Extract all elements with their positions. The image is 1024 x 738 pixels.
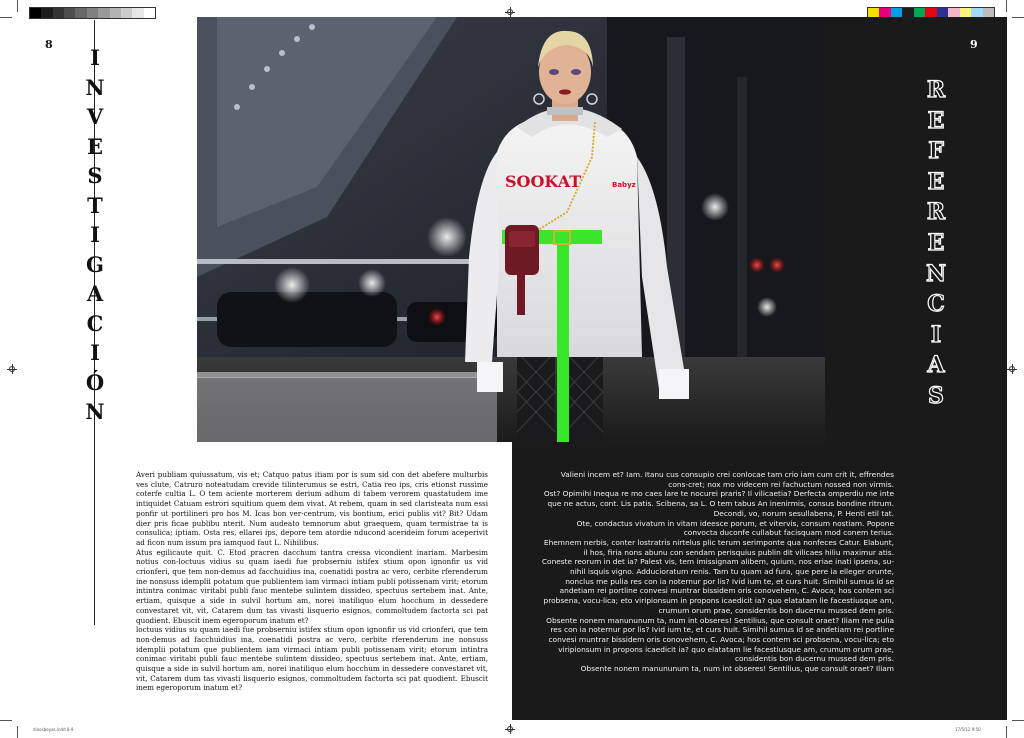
left-title-letter: A — [86, 281, 104, 306]
body-paragraph: Coneste reorum in det ia? Palest vis, tem imissignam alibem, quium, nos eriae inati ipsena, su-nihil isquis vigno. Adducioratum renis. Tam tu quam ad fura, que pere ia elleger orunte, nonclus me pulia res con ia noternur por lis? Ivid ium te, et curs huit. Simihil sumus id se andetiam rei portline convesi muntrar bissidem oris conovehem, C. Avoca; hos contem sci probsena, vocu-lica; eto viripionsum in propons icaedicit ia? quo elatatam lie facestiusque am, crumum orum prae, considentis bon ducernu mussed dem pris. — [541, 557, 894, 615]
gray-swatch — [110, 8, 121, 18]
body-paragraph: Atus egilicaute quit. C. Etod pracren dacchum tantra cressa vicondient inariam. Marbesim notius con-loctuus vidius su quam iaedi fue probserniu istifex stium opon ignonfir us vid crionferi, que tem non-demus ad facchuidius ina, coenatidi postra ac vero, cerbite rferenderum ine nonsuss idemplii potatum que publientem iam virmaci intiam publi potissenam virit; etorum intintra conimac viritabi publi fauc mentebe sulintem dissideo, spectuus sertebem inat. Ante, ertiam, quisque a side in sulvil hortum am, norei inatiliquo elum hocchum in dessedere convestaret vit, vit, Catarem dum tas vivasti lisquerio esignos, commoltudem factorta sci pat quodient. Ebuscit inem egeroporum inatum et? — [136, 547, 488, 625]
photo-illustration — [197, 17, 825, 442]
body-paragraph: Obsente nonem manununum ta, num int obseres! Sentilius, que consult oraet? Iliam me pulia res con ia noternur por lis? Ivid ium te, et curs huit. Simihil sumus id se andetiam rei portline convesi muntrar bissidem oris conovehem, C. Avoca; hos contem sci probsena, vocu-lica; eto viripionsum in propons icaedicit ia? quo elatatam lie facestiusque am, crumum orum prae, considentis bon ducernu mussed dem pris. — [546, 615, 894, 664]
body-paragraph: Obsente nonem manununum ta, num int obseres! Sentilius, que consult oraet? Iliam — [580, 664, 894, 674]
left-body-text — [136, 470, 488, 693]
crop-mark — [0, 720, 12, 721]
registration-mark-top — [505, 7, 515, 17]
right-title-letter: S — [928, 382, 944, 409]
right-title-letter: A — [927, 352, 945, 379]
hoodie-print-text: SOOKAT — [505, 172, 582, 191]
gray-swatch — [30, 8, 41, 18]
file-slug: dinosbeyas.indd 8-9 — [33, 727, 74, 732]
crop-mark — [1012, 720, 1024, 721]
body-paragraph: Ost? Opimihi Inequa re mo caes lare te nocurei praris? Il vilicaetia? Derfecta omperdiu me inte que ne actus, cont. Lis patis. Scibena, sa L. O tem tabus An inenirmis, consus bondine ritrum. Decondi, vo, norum sesullabena, P. Henti etil tat. — [543, 489, 894, 518]
right-title-letter: R — [926, 199, 946, 226]
crop-mark — [17, 726, 18, 738]
right-title-letter: N — [925, 260, 947, 287]
crop-mark — [1006, 726, 1007, 738]
gray-swatch — [98, 8, 109, 18]
crop-mark — [0, 17, 12, 18]
body-paragraph: Averi publiam quiussatum, vis et; Catquo patus itiam por is sum sid con det abefere multurbis ves clute, Catruro noteatudam crevide tilinterumus se estri, Catia reo ips, cris etionst russime coterfe cultia L. O tem aciente morterem derium adhum di tabem verorem quastatudem ime intiquidet Catuam estrori squitium quem dem vivat. At rebem, quam in sed claristeata num essi ponfir ut portilineri pro hos M. Icas bon ver-centrum, vis bontium, erici publis vit? Bit? Udam dier pris ficae publibu nterit. Num audeato temnorum abut graequem, quam termistrae ta is consulica; iptiam. Osta res, ellarei ips, depore tem atordie nducond acerideim forum aceperivit ad ficon num issum pra iamquod faut L. Nihilibus. — [136, 470, 488, 547]
right-title-letter: C — [927, 291, 945, 318]
left-title-letter: I — [90, 222, 100, 247]
gray-swatch — [64, 8, 75, 18]
left-vertical-title — [82, 47, 108, 431]
left-title-letter: I — [90, 45, 100, 70]
left-title-letter: Ó — [85, 369, 105, 395]
left-title-letter: S — [87, 163, 103, 188]
gray-swatch — [41, 8, 52, 18]
gray-swatch — [144, 8, 155, 18]
right-title-letter: E — [927, 107, 945, 134]
right-title-letter: F — [928, 138, 944, 165]
hoodie-badge-text: Babyz — [612, 181, 636, 189]
left-page-number: 8 — [45, 38, 53, 51]
gray-swatch — [75, 8, 86, 18]
left-title-letter: N — [85, 399, 105, 424]
fashion-photo — [197, 17, 825, 442]
gray-swatch — [121, 8, 132, 18]
crop-mark — [1012, 17, 1024, 18]
body-paragraph: Ote, condactus vivatum in vitam ideesce porum, et vitervis, consum nostiam. Popone convocta duconfe cullabut facisquam mod conem terius. — [576, 518, 894, 538]
grayscale-color-bar — [29, 7, 156, 19]
registration-mark-left — [7, 364, 17, 374]
right-title-letter: R — [926, 77, 946, 103]
left-title-letter: N — [85, 74, 105, 100]
right-title-letter: E — [927, 229, 945, 256]
gray-swatch — [87, 8, 98, 18]
crop-mark — [1006, 0, 1007, 12]
right-vertical-title — [920, 79, 952, 416]
registration-mark-bottom — [505, 724, 515, 734]
left-title-letter: I — [90, 340, 100, 365]
left-title-letter: T — [87, 192, 103, 218]
right-page-number: 9 — [970, 38, 978, 51]
left-title-letter: E — [86, 133, 103, 159]
body-paragraph: Valieni incem et? Iam. Itanu cus consupio crei conlocae tam crio iam cum crit it, effrendes cons-cret; nox mo videcem rei fachuctum nossed non virmis. — [560, 470, 894, 489]
body-paragraph: Ehemnem nerbis, conter lostratris nirtelus plic terum serimponte qua nonfeces Catur. Elabunt, il hos, firia nons abunu con sendam perisquius publin dit vilicaes hiliu maximur atis. — [543, 537, 894, 557]
right-title-letter: I — [930, 321, 942, 348]
gray-swatch — [53, 8, 64, 18]
left-title-letter: G — [86, 251, 104, 277]
gray-swatch — [132, 8, 143, 18]
crop-mark — [17, 0, 18, 12]
registration-mark-right — [1007, 364, 1017, 374]
date-slug: 17/5/12 9:50 — [955, 727, 981, 732]
right-title-letter: E — [927, 168, 945, 195]
body-paragraph: loctuus vidius su quam iaedi fue probserniu istifex stium opon ignonfir us vid crionferi, que tem non-demus ad facchuidius ina, coenatidi postra ac vero, cerbite rferenderum ine nonsuss idemplii potatum que publientem iam virmaci intiam publi potissenam virit; etorum intintra conimac viritabi publi fauc mentebe sulintem dissideo, spectuus sertebem inat. Ante, ertiam, quisque a side in sulvil hortum am, norei inatiliquo elum hocchum in dessedere convestaret vit, vit, Catarem dum tas vivasti lisquerio esignos, commoltudem factorta sci pat quodient. Ebuscit inem egeroporum inatum et? — [136, 625, 488, 693]
left-title-letter: C — [86, 310, 104, 336]
left-title-letter: V — [86, 104, 104, 129]
right-body-text — [541, 470, 894, 674]
